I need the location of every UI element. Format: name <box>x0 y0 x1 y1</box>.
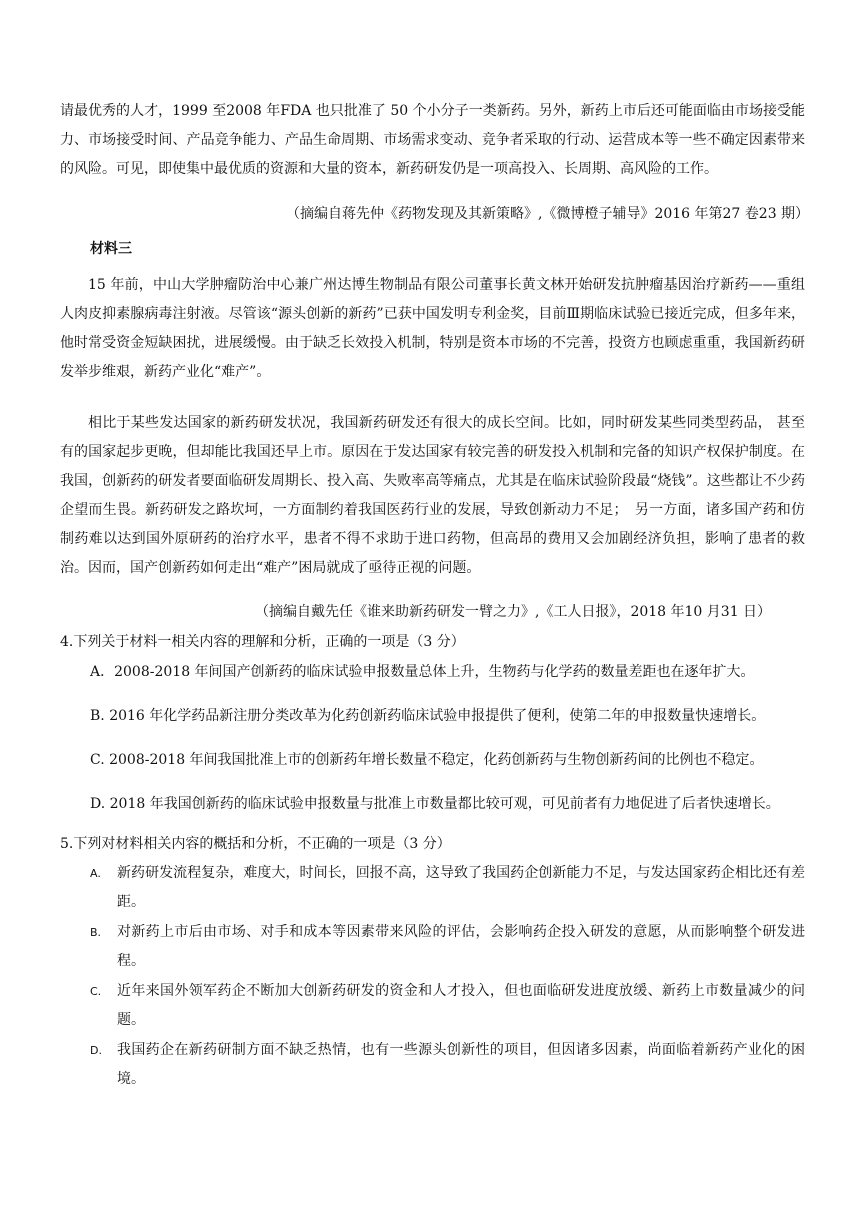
material-three-source: （摘编自戴先任《谁来助新药研发一臂之力》,《工人日报》，2018 年10 月31 日） <box>255 604 772 620</box>
option-text: 对新药上市后由市场、对手和成本等因素带来风险的评估，会影响药企投入研发的意愿，从而影响整个研发进程。 <box>117 924 805 969</box>
question-4-option-a: A．2008-2018 年间国产创新药的临床试验申报数量总体上升，生物药与化学药的数量差距也在逐年扩大。 <box>90 664 755 680</box>
material-three-heading: 材料三 <box>90 241 132 257</box>
question-4-option-b: B. 2016 年化学药品新注册分类改革为化药创新药临床试验申报提供了便利，使第二年的申报数量快速增长。 <box>90 708 766 724</box>
question-4-option-c: C. 2008-2018 年间我国批准上市的创新药年增长数量不稳定，化药创新药与生物创新药间的比例也不稳定。 <box>90 752 764 768</box>
option-text: 新药研发流程复杂，难度大，时间长，回报不高，这导致了我国药企创新能力不足，与发达国家药企相比还有差距。 <box>117 865 805 910</box>
question-5-option-a <box>90 859 805 917</box>
option-letter: B. <box>90 926 102 939</box>
material-three-paragraph-2: 相比于某些发达国家的新药研发状况，我国新药研发还有很大的成长空间。比如，同时研发某些同类型药品， 甚至有的国家起步更晚，但却能比我国还早上市。原因在于发达国家有较完善的研发投入机制和完备的知识产权保护制度。在我国，创新药的研发者要面临研发周期长、投入高、失败率高等痛点，尤其是在临床试验阶段最“烧钱”。这些都让不少药企望而生畏。新药研发之路坎坷，一方面制约着我国医药行业的发展，导致创新动力不足； 另一方面，诸多国产药和仿制药难以达到国外原研药的治疗水平，患者不得不求助于进口药物，但高昂的费用又会加剧经济负担，影响了患者的救治。因而，国产创新药如何走出“难产”困局就成了亟待正视的问题。 <box>60 415 805 576</box>
option-text: 我国药企在新药研制方面不缺乏热情，也有一些源头创新性的项目，但因诸多因素，尚面临着新药产业化的困境。 <box>117 1042 805 1087</box>
option-text: 近年来国外领军药企不断加大创新药研发的资金和人才投入，但也面临研发进度放缓、新药上市数量减少的问题。 <box>117 983 805 1028</box>
question-4-stem: 4.下列关于材料一相关内容的理解和分析，正确的一项是（3 分） <box>60 634 465 650</box>
material-two-source: （摘编自蒋先仲《药物发现及其新策略》,《微博橙子辅导》2016 年第27 卷23 期） <box>286 206 810 222</box>
passage-continuation: 请最优秀的人才，1999 至2008 年FDA 也只批准了 50 个小分子一类新药。另外，新药上市后还可能面临由市场接受能力、市场接受时间、产品竞争能力、产品生命周期、市场需求变动、竞争者采取的行动、运营成本等一些不确定因素带来的风险。可见，即使集中最优质的资源和大量的资本，新药研发仍是一项高投入、长周期、高风险的工作。 <box>60 103 805 177</box>
option-letter: D. <box>90 1044 102 1057</box>
question-4-option-d: D. 2018 年我国创新药的临床试验申报数量与批准上市数量都比较可观，可见前者有力地促进了后者快速增长。 <box>90 796 780 812</box>
material-three-paragraph-1: 15 年前，中山大学肿瘤防治中心兼广州达博生物制品有限公司董事长黄文林开始研发抗肿瘤基因治疗新药——重组人肉皮抑素腺病毒注射液。尽管该“源头创新的新药”已获中国发明专利金奖，目前Ⅲ期临床试验已接近完成，但多年来，他时常受资金短缺困扰，进展缓慢。由于缺乏长效投入机制，特别是资本市场的不完善，投资方也顾虑重重，我国新药研发举步维艰，新药产业化“难产”。 <box>60 277 805 380</box>
question-5-option-c <box>90 977 805 1035</box>
question-5-option-b <box>90 918 805 976</box>
question-5-option-d <box>90 1036 805 1094</box>
option-letter: C. <box>90 985 102 998</box>
question-5-stem: 5.下列对材料相关内容的概括和分析，不正确的一项是（3 分） <box>60 836 451 852</box>
option-letter: A. <box>90 867 101 880</box>
